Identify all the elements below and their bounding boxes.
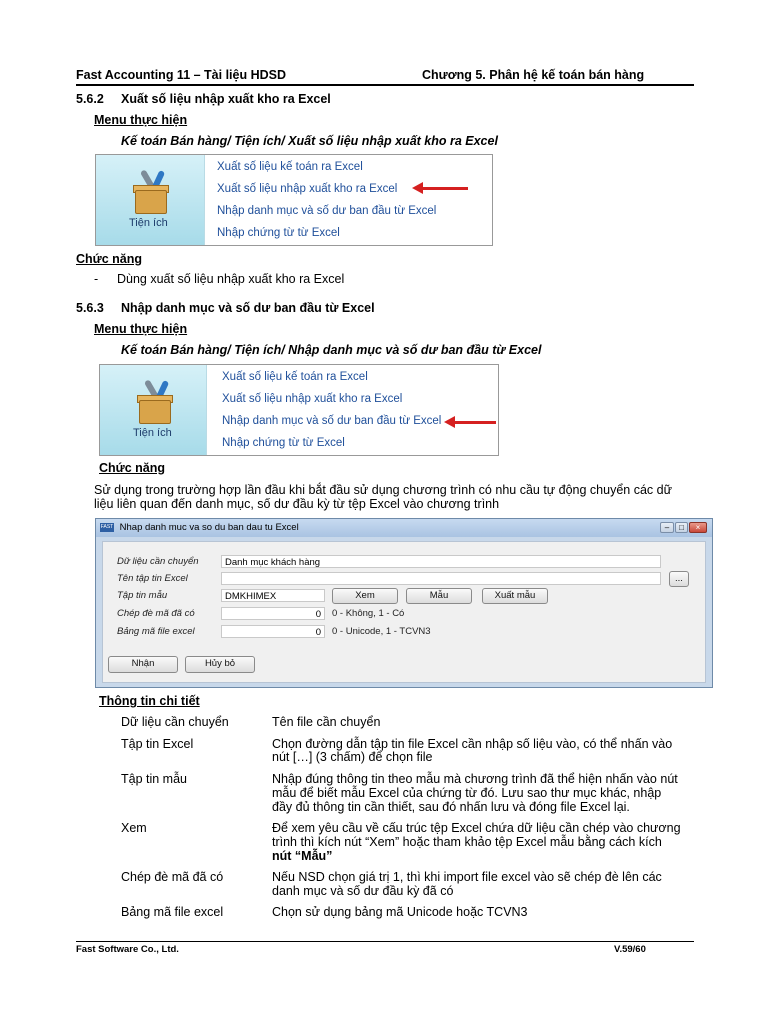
- section-number-2: 5.6.3: [76, 301, 104, 315]
- menu-item-export-accounting[interactable]: Xuất số liệu kế toán ra Excel: [217, 161, 363, 173]
- label-excel-file: Tên tập tin Excel: [117, 573, 188, 584]
- desc-data-to-transfer: Tên file cần chuyển: [272, 715, 381, 729]
- browse-button[interactable]: ...: [669, 571, 689, 587]
- desc-template-line1: Nhập đúng thông tin theo mẫu mà chương trình đã thể hiện nhấn vào nút: [272, 772, 678, 786]
- menu-heading-1: Menu thực hiện: [94, 113, 188, 127]
- term-excel-file: Tập tin Excel: [121, 737, 194, 751]
- menu-screenshot-1: [95, 154, 493, 246]
- toolbox-label: Tiện ích: [133, 427, 172, 439]
- close-button[interactable]: ×: [689, 522, 707, 533]
- function-heading-2: Chức năng: [99, 461, 165, 475]
- header-left: Fast Accounting 11 – Tài liệu HDSD: [76, 68, 286, 82]
- import-dialog: [95, 518, 713, 688]
- term-data-to-transfer: Dữ liệu cần chuyển: [121, 715, 229, 729]
- label-overwrite: Chép đè mã đã có: [117, 608, 195, 619]
- toolbox-icon: [100, 365, 207, 455]
- desc-view-line3: nút “Mẫu”: [272, 849, 333, 863]
- app-badge-icon: FAST: [100, 523, 114, 530]
- minimize-button[interactable]: –: [660, 522, 674, 533]
- toolbox-label: Tiện ích: [129, 217, 168, 229]
- dialog-title: Nhap danh muc va so du ban dau tu Excel: [119, 522, 299, 533]
- menu-item-import-catalog[interactable]: Nhập danh mục và số dư ban đầu từ Excel: [222, 415, 442, 427]
- function-heading-1: Chức năng: [76, 252, 142, 266]
- cancel-button[interactable]: Hủy bỏ: [185, 656, 255, 673]
- footer-rule: [76, 941, 694, 942]
- section-number-1: 5.6.2: [76, 92, 104, 106]
- menu-item-import-vouchers[interactable]: Nhập chứng từ từ Excel: [217, 227, 340, 239]
- desc-template-line3: đầy đủ thông tin cần thiết, sau đó nhấn lưu và đóng file Excel lại.: [272, 800, 630, 814]
- term-view: Xem: [121, 821, 147, 835]
- encoding-input[interactable]: 0: [221, 625, 325, 638]
- section-title-1: Xuất số liệu nhập xuất kho ra Excel: [121, 92, 331, 106]
- menu-screenshot-2: [99, 364, 499, 456]
- menu-item-import-vouchers[interactable]: Nhập chứng từ từ Excel: [222, 437, 345, 449]
- paragraph-line-1: Sử dụng trong trường hợp lần đầu khi bắt đầu sử dụng chương trình có nhu cầu tự động chuyển các dữ: [94, 483, 672, 497]
- sample-button[interactable]: Mẫu: [406, 588, 472, 604]
- term-overwrite: Chép đè mã đã có: [121, 870, 224, 884]
- data-to-transfer-field[interactable]: Danh mục khách hàng: [221, 555, 661, 568]
- red-arrow-icon: [412, 182, 468, 194]
- desc-encoding: Chọn sử dụng bảng mã Unicode hoặc TCVN3: [272, 905, 528, 919]
- label-template-file: Tập tin mẫu: [117, 590, 168, 601]
- accept-button[interactable]: Nhận: [108, 656, 178, 673]
- desc-excel-file-line2: nút […] (3 chấm) để chọn file: [272, 750, 433, 764]
- excel-file-input[interactable]: [221, 572, 661, 585]
- header-rule: [76, 84, 694, 86]
- dialog-titlebar: [96, 519, 712, 537]
- footer-page: V.59/60: [614, 944, 646, 955]
- details-heading: Thông tin chi tiết: [99, 694, 200, 708]
- menu-item-export-inventory[interactable]: Xuất số liệu nhập xuất kho ra Excel: [217, 183, 398, 195]
- overwrite-hint: 0 - Không, 1 - Có: [332, 608, 405, 619]
- menu-heading-2: Menu thực hiện: [94, 322, 188, 336]
- menu-item-import-catalog[interactable]: Nhập danh mục và số dư ban đầu từ Excel: [217, 205, 437, 217]
- maximize-button[interactable]: □: [675, 522, 688, 533]
- desc-view-line2: trình thì kích nút “Xem” hoặc tham khảo tệp Excel mẫu bằng cách kích: [272, 835, 662, 849]
- term-encoding: Bảng mã file excel: [121, 905, 224, 919]
- export-sample-button[interactable]: Xuất mẫu: [482, 588, 548, 604]
- header-right: Chương 5. Phân hệ kế toán bán hàng: [422, 68, 645, 82]
- menu-path-2: Kế toán Bán hàng/ Tiện ích/ Nhập danh mục và số dư ban đầu từ Excel: [121, 343, 542, 357]
- bullet-text: Dùng xuất số liệu nhập xuất kho ra Excel: [117, 272, 345, 286]
- menu-item-export-inventory[interactable]: Xuất số liệu nhập xuất kho ra Excel: [222, 393, 403, 405]
- menu-path-1: Kế toán Bán hàng/ Tiện ích/ Xuất số liệu nhập xuất kho ra Excel: [121, 134, 498, 148]
- desc-overwrite-line1: Nếu NSD chọn giá trị 1, thì khi import file excel vào sẽ chép đè lên các: [272, 870, 662, 884]
- footer-left: Fast Software Co., Ltd.: [76, 944, 179, 955]
- desc-view-line1: Để xem yêu cầu về cấu trúc tệp Excel chứa dữ liệu cần chép vào chương: [272, 821, 681, 835]
- label-data-to-transfer: Dữ liệu cần chuyển: [117, 556, 199, 567]
- desc-overwrite-line2: danh mục và số dư đầu kỳ đã có: [272, 884, 454, 898]
- dialog-body: [102, 541, 706, 683]
- view-button[interactable]: Xem: [332, 588, 398, 604]
- paragraph-line-2: liệu liên quan đến danh mục, số dư đầu kỳ từ tệp Excel vào chương trình: [94, 497, 500, 511]
- label-encoding: Bảng mã file excel: [117, 626, 195, 637]
- menu-item-export-accounting[interactable]: Xuất số liệu kế toán ra Excel: [222, 371, 368, 383]
- red-arrow-icon: [444, 416, 498, 428]
- section-title-2: Nhập danh mục và số dư ban đầu từ Excel: [121, 301, 375, 315]
- template-file-input[interactable]: DMKHIMEX: [221, 589, 325, 602]
- bullet-mark: -: [94, 272, 99, 286]
- toolbox-icon: [96, 155, 205, 245]
- overwrite-input[interactable]: 0: [221, 607, 325, 620]
- term-template-file: Tập tin mẫu: [121, 772, 188, 786]
- encoding-hint: 0 - Unicode, 1 - TCVN3: [332, 626, 431, 637]
- desc-excel-file-line1: Chọn đường dẫn tập tin file Excel cần nhập số liệu vào, có thể nhấn vào: [272, 737, 673, 751]
- desc-template-line2: mẫu để biết mẫu Excel của chứng từ đó. Lưu sao thư mục khác, nhập: [272, 786, 662, 800]
